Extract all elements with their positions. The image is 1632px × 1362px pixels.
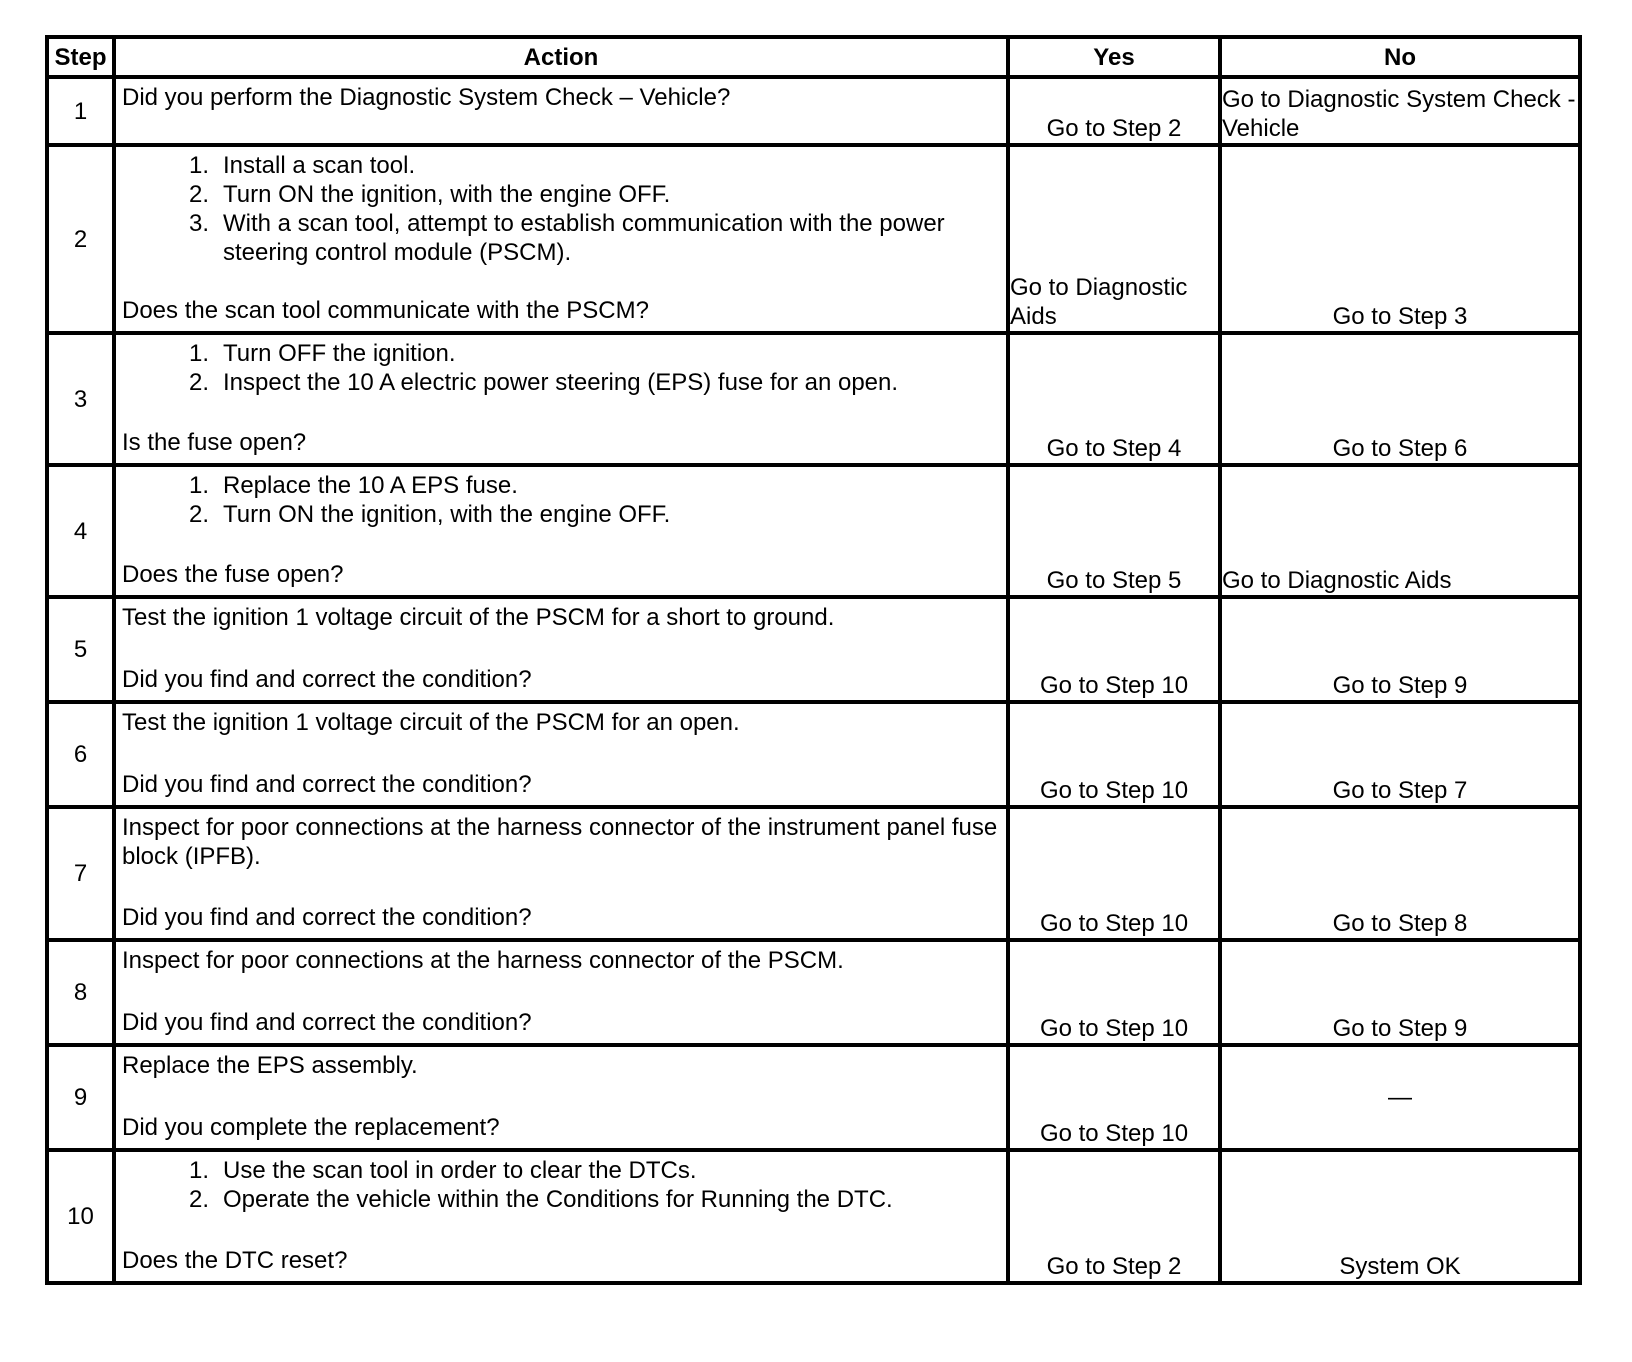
action-instructions: [122, 1051, 998, 1080]
instruction-text: With a scan tool, attempt to establish communication with the power steering control module (PSCM).: [223, 210, 945, 266]
step-row: [47, 1045, 1580, 1150]
step-number: 8: [47, 940, 114, 1045]
action-question: Did you find and correct the condition?: [122, 1009, 532, 1036]
action-question: Does the DTC reset?: [122, 1247, 348, 1274]
action-question: Does the fuse open?: [122, 561, 344, 588]
instruction-number: 1.: [189, 340, 210, 367]
yes-result: Go to Step 10: [1008, 940, 1220, 1045]
action-instructions: [122, 151, 998, 267]
step-row: [47, 145, 1580, 333]
yes-result: Go to Step 2: [1008, 77, 1220, 145]
yes-result: Go to Step 10: [1008, 597, 1220, 702]
instruction-item: [122, 339, 998, 368]
yes-result: Go to Step 10: [1008, 807, 1220, 940]
instruction-item: [122, 180, 998, 209]
no-result: Go to Step 6: [1220, 333, 1580, 465]
action-question: Did you find and correct the condition?: [122, 666, 532, 693]
instruction-text: Turn OFF the ignition.: [223, 340, 456, 367]
yes-result: Go to Step 10: [1008, 1045, 1220, 1150]
action-content: [116, 1152, 1006, 1277]
action-content: [116, 79, 1006, 139]
instruction-item: [122, 368, 998, 397]
instruction-list: [122, 151, 998, 267]
action-content: [116, 704, 1006, 801]
no-result: Go to Diagnostic Aids: [1220, 465, 1580, 597]
action-cell: [114, 77, 1008, 145]
instruction-number: 2.: [189, 1186, 210, 1213]
step-number: 7: [47, 807, 114, 940]
action-instructions: [122, 83, 998, 112]
step-row: [47, 333, 1580, 465]
action-instructions: [122, 1156, 998, 1214]
instruction-text: Operate the vehicle within the Conditions for Running the DTC.: [223, 1186, 893, 1213]
instruction-number: 1.: [189, 1157, 210, 1184]
action-text: Did you perform the Diagnostic System Check – Vehicle?: [122, 84, 731, 111]
instruction-text: Install a scan tool.: [223, 152, 416, 179]
yes-result: Go to Diagnostic Aids: [1008, 145, 1220, 333]
step-row: [47, 807, 1580, 940]
instruction-text: Replace the 10 A EPS fuse.: [223, 472, 518, 499]
instruction-text: Use the scan tool in order to clear the DTCs.: [223, 1157, 697, 1184]
action-content: [116, 942, 1006, 1039]
action-question: Did you complete the replacement?: [122, 1114, 500, 1141]
action-cell: [114, 702, 1008, 807]
yes-result: Go to Step 2: [1008, 1150, 1220, 1283]
action-instructions: [122, 708, 998, 737]
header-action: Action: [114, 37, 1008, 77]
header-no: No: [1220, 37, 1580, 77]
no-result: —: [1220, 1045, 1580, 1150]
no-result: Go to Step 9: [1220, 940, 1580, 1045]
step-row: [47, 597, 1580, 702]
instruction-list: [122, 471, 998, 529]
action-text: Replace the EPS assembly.: [122, 1052, 418, 1079]
action-text: Test the ignition 1 voltage circuit of the PSCM for a short to ground.: [122, 604, 835, 631]
action-question: Does the scan tool communicate with the PSCM?: [122, 297, 649, 324]
action-content: [116, 467, 1006, 591]
instruction-text: Turn ON the ignition, with the engine OFF.: [223, 181, 671, 208]
instruction-item: [122, 151, 998, 180]
action-content: [116, 1047, 1006, 1144]
no-result: System OK: [1220, 1150, 1580, 1283]
step-row: [47, 465, 1580, 597]
action-cell: [114, 333, 1008, 465]
action-cell: [114, 145, 1008, 333]
instruction-text: Inspect the 10 A electric power steering (EPS) fuse for an open.: [223, 369, 899, 396]
step-row: [47, 77, 1580, 145]
action-instructions: [122, 813, 998, 871]
action-instructions: [122, 339, 998, 397]
step-number: 2: [47, 145, 114, 333]
instruction-list: [122, 1156, 998, 1214]
header-step: Step: [47, 37, 114, 77]
step-number: 10: [47, 1150, 114, 1283]
instruction-number: 1.: [189, 472, 210, 499]
action-content: [116, 599, 1006, 696]
step-number: 1: [47, 77, 114, 145]
instruction-number: 2.: [189, 501, 210, 528]
instruction-item: [122, 1156, 998, 1185]
action-instructions: [122, 603, 998, 632]
instruction-number: 2.: [189, 369, 210, 396]
step-number: 9: [47, 1045, 114, 1150]
instruction-number: 2.: [189, 181, 210, 208]
step-number: 5: [47, 597, 114, 702]
instruction-item: [122, 1185, 998, 1214]
step-row: [47, 702, 1580, 807]
instruction-item: [122, 209, 998, 267]
action-content: [116, 147, 1006, 327]
step-number: 4: [47, 465, 114, 597]
yes-result: Go to Step 10: [1008, 702, 1220, 807]
yes-result: Go to Step 4: [1008, 333, 1220, 465]
step-row: [47, 1150, 1580, 1283]
instruction-item: [122, 500, 998, 529]
step-row: [47, 940, 1580, 1045]
action-cell: [114, 465, 1008, 597]
action-question: Is the fuse open?: [122, 429, 307, 456]
step-number: 3: [47, 333, 114, 465]
yes-result: Go to Step 5: [1008, 465, 1220, 597]
instruction-text: Turn ON the ignition, with the engine OFF.: [223, 501, 671, 528]
header-row: [47, 37, 1580, 77]
no-result: Go to Step 9: [1220, 597, 1580, 702]
action-content: [116, 335, 1006, 459]
action-cell: [114, 807, 1008, 940]
action-instructions: [122, 946, 998, 975]
instruction-item: [122, 471, 998, 500]
no-result: Go to Step 3: [1220, 145, 1580, 333]
action-question: Did you find and correct the condition?: [122, 771, 532, 798]
header-yes: Yes: [1008, 37, 1220, 77]
action-text: Test the ignition 1 voltage circuit of the PSCM for an open.: [122, 709, 740, 736]
no-result: Go to Step 8: [1220, 807, 1580, 940]
action-cell: [114, 1045, 1008, 1150]
diagnostic-table: [45, 35, 1582, 1285]
no-result: Go to Diagnostic System Check - Vehicle: [1220, 77, 1580, 145]
no-result: Go to Step 7: [1220, 702, 1580, 807]
instruction-number: 1.: [189, 152, 210, 179]
action-cell: [114, 597, 1008, 702]
action-text: Inspect for poor connections at the harness connector of the PSCM.: [122, 947, 844, 974]
action-cell: [114, 1150, 1008, 1283]
action-content: [116, 809, 1006, 934]
action-instructions: [122, 471, 998, 529]
action-cell: [114, 940, 1008, 1045]
instruction-number: 3.: [189, 210, 210, 237]
step-number: 6: [47, 702, 114, 807]
action-text: Inspect for poor connections at the harness connector of the instrument panel fuse block (IPFB).: [122, 814, 998, 870]
action-question: Did you find and correct the condition?: [122, 904, 532, 931]
instruction-list: [122, 339, 998, 397]
